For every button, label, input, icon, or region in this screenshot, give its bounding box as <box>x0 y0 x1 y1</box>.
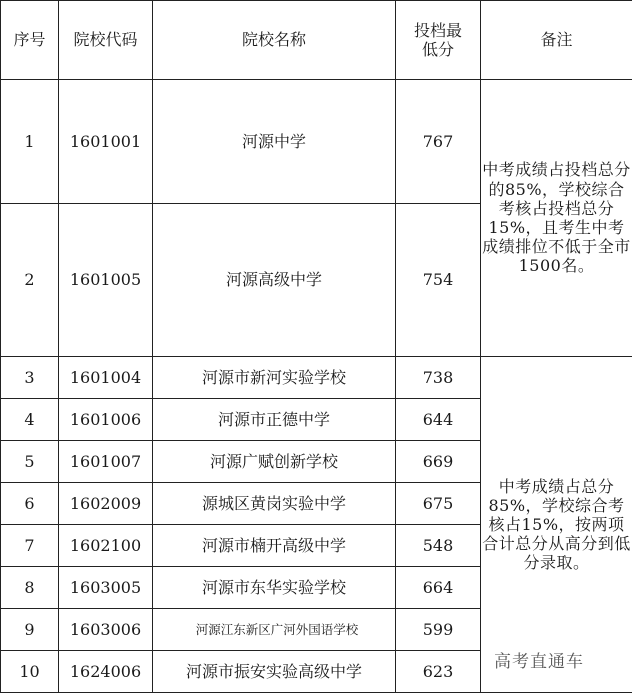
cell-no: 9 <box>1 609 59 651</box>
cell-code: 1601005 <box>59 204 153 357</box>
cell-score: 669 <box>396 441 481 483</box>
header-note: 备注 <box>481 1 632 80</box>
cell-score: 599 <box>396 609 481 651</box>
cell-name: 河源中学 <box>153 80 396 204</box>
cell-name: 河源市正德中学 <box>153 399 396 441</box>
cell-code: 1624006 <box>59 651 153 693</box>
cell-name: 源城区黄岗实验中学 <box>153 483 396 525</box>
header-name: 院校名称 <box>153 1 396 80</box>
cell-name: 河源高级中学 <box>153 204 396 357</box>
header-min-score <box>396 1 481 80</box>
cell-code: 1601004 <box>59 357 153 399</box>
table-row <box>1 80 632 204</box>
header-min-score-line2: 低分 <box>421 40 454 59</box>
cell-score: 664 <box>396 567 481 609</box>
cell-score: 738 <box>396 357 481 399</box>
cell-no: 5 <box>1 441 59 483</box>
cell-no: 3 <box>1 357 59 399</box>
header-no: 序号 <box>1 1 59 80</box>
cell-name: 河源市振安实验高级中学 <box>153 651 396 693</box>
cell-name: 河源市东华实验学校 <box>153 567 396 609</box>
cell-no: 10 <box>1 651 59 693</box>
cell-no: 6 <box>1 483 59 525</box>
cell-code: 1602009 <box>59 483 153 525</box>
cell-score: 675 <box>396 483 481 525</box>
watermark: 高考直通车 <box>494 652 584 672</box>
cell-code: 1601001 <box>59 80 153 204</box>
cell-no: 8 <box>1 567 59 609</box>
cell-code: 1603006 <box>59 609 153 651</box>
cell-code: 1601006 <box>59 399 153 441</box>
cell-score: 767 <box>396 80 481 204</box>
cell-no: 7 <box>1 525 59 567</box>
cell-score: 754 <box>396 204 481 357</box>
note-group-2: 中考成绩占总分85%，学校综合考核占15%，按两项合计总分从高分到低分录取。 <box>481 357 632 693</box>
cell-name: 河源市楠开高级中学 <box>153 525 396 567</box>
cell-name: 河源市新河实验学校 <box>153 357 396 399</box>
cell-name: 河源江东新区广河外国语学校 <box>153 609 396 651</box>
cell-no: 1 <box>1 80 59 204</box>
cell-code: 1602100 <box>59 525 153 567</box>
cell-code: 1603005 <box>59 567 153 609</box>
cell-code: 1601007 <box>59 441 153 483</box>
note-group-1: 中考成绩占投档总分的85%，学校综合考核占投档总分15%，且考生中考成绩排位不低于全市1500名。 <box>481 80 632 357</box>
header-code: 院校代码 <box>59 1 153 80</box>
table-header-row <box>1 1 632 80</box>
cell-no: 4 <box>1 399 59 441</box>
header-min-score-line1: 投档最 <box>413 20 462 40</box>
cell-name: 河源广赋创新学校 <box>153 441 396 483</box>
cell-score: 644 <box>396 399 481 441</box>
cell-score: 623 <box>396 651 481 693</box>
cell-score: 548 <box>396 525 481 567</box>
table-row <box>1 357 632 399</box>
cell-no: 2 <box>1 204 59 357</box>
